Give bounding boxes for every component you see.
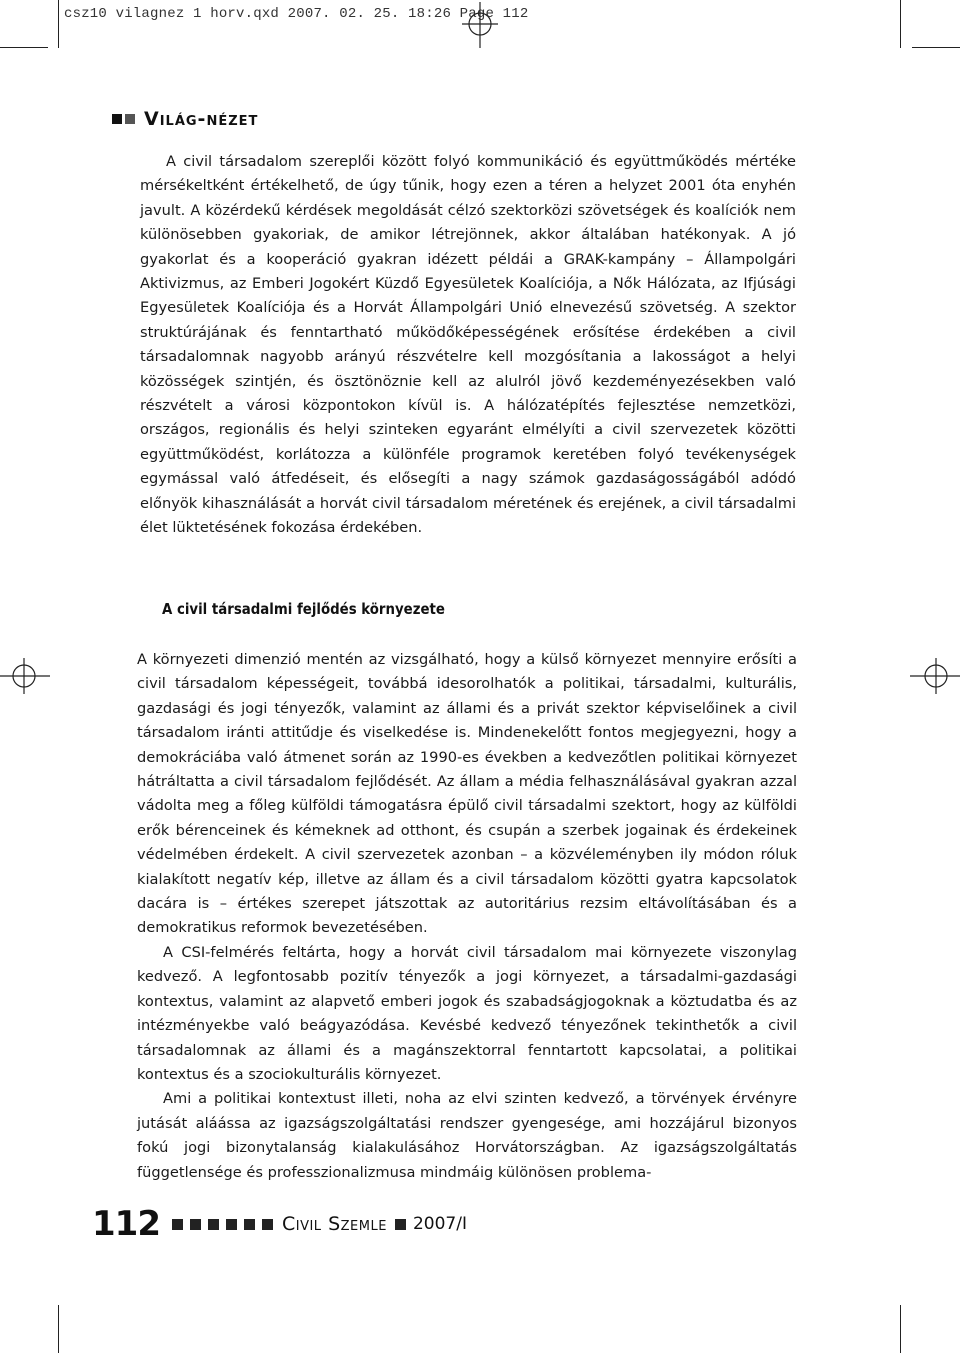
page-number: 112 <box>92 1204 160 1244</box>
crop-mark <box>912 47 960 48</box>
body-text-1 <box>140 150 796 541</box>
paragraph: A civil társadalom szereplői között folyó kommunikáció és együttműködés mértéke mérsékeltként értékelhető, de úgy tűnik, hogy ezen a téren a helyzet 2001 óta enyhén javult. A közérdekű kérdések megoldását célzó szektorközi szövetségek és koalíciók nem különösebben gyakoriak, de amikor létrejönnek, akkor általában hatékonyak. A jó gyakorlat és a kooperáció gyakran idézett példái a GRAK-kampány – Állampolgári Aktivizmus, az Emberi Jogokért Küzdő Egyesületek Koalíciója, a Nők Hálózata, az Ifjúsági Egyesületek Koalíciója és a Horvát Állampolgári Unió elnevezésű szövetség. A szektor struktúrájának és fenntartható működőképességének erősítése érdekében a civil társadalomnak nagyobb arányú részvételre kell mozgósítania a lakosságot a helyi közösségek szintjén, és ösztönöznie kell az alulról jövő kezdeményezésekben való részvételt a városi központokon kívül is. A hálózatépítés fejlesztése nemzetközi, országos, regionális és helyi szinteken egyaránt elmélyíti a civil szervezetek közötti együttműködést, korlátozza a különféle programok keretében folyó tevékenységek egymással való átfedéseit, és elősegíti a nagy számok gazdaságosságából adódó előnyök kihasználását a horvát civil társadalom méretének és erejének, a civil társadalmi élet lüktetésének fokozása érdekében. <box>140 153 796 537</box>
registration-mark-left <box>0 652 52 700</box>
paragraph: A környezeti dimenzió mentén az vizsgálható, hogy a külső környezet mennyire erősíti a civil társadalom képességeit, továbbá idesorolhatók a politikai, társadalmi, kulturális, gazdasági és jogi tényezők, valamint az állami és a privát szektor képviselőinek a civil társadalom iránti attitűdje és viselkedése is. Mindenekelőtt fontos megjegyezni, hogy a demokráciába való átmenet során az 1990-es években a kedvezőtlen politikai környezet hátráltatta a civil társadalom fejlődését. Az állam a média felhasználásával gyakran azzal vádolta meg a főleg külföldi támogatásra épülő civil társadalmi szektort, hogy az külföldi erők bérenceinek és kémeknek ad otthont, és csupán a szerbek jogainak és érdekeinek védelmében érdekelt. A civil szervezetek azonban – a közvéleményben ily módon róluk kialakított negatív kép, illetve az állam és a civil társadalom közötti gyatra kapcsolatok dacára is – értékes szerepet játszottak az autoritárius rezsim eltávolításában és a demokratikus reformok bevezetésében. <box>137 651 797 937</box>
crop-mark <box>0 47 48 48</box>
body-text-2 <box>137 648 797 1185</box>
crop-mark <box>58 0 59 48</box>
square-bullet-icon <box>112 114 122 124</box>
section-heading <box>112 108 258 130</box>
paragraph: A CSI-felmérés feltárta, hogy a horvát civil társadalom mai környezete viszonylag kedvező. A legfontosabb pozitív tényezők a jogi környezet, a társadalmi-gazdasági kontextus, valamint az alapvető emberi jogok és szabadságjogoknak a köztudatba és az intézményekbe való beágyazódása. Kevésbé kedvező tényezőnek tekinthetők a civil társadalomnak az állami és a magánszektorral fenntartott kapcsolatai, a politikai kontextus és a szociokulturális környezet. <box>137 943 797 1083</box>
slug-line: csz10 vilagnez 1 horv.qxd 2007. 02. 25. 18:26 Page 112 <box>64 6 529 22</box>
page-footer <box>92 1204 467 1244</box>
issue-number: 2007/I <box>412 1214 467 1234</box>
square-bullet-icon <box>190 1219 201 1230</box>
subheading: A civil társadalmi fejlődés környezete <box>162 600 445 618</box>
crop-mark <box>900 0 901 48</box>
square-bullet-icon <box>208 1219 219 1230</box>
paragraph: Ami a politikai kontextust illeti, noha az elvi szinten kedvező, a törvények érvényre jutását aláássa az igazságszolgáltatási rendszer gyengesége, ami hozzájárul bizonyos fokú jogi bizonytalanság kialakulásához Horvátországban. Az igazságszolgáltatás függetlensége és professzionalizmusa mindmáig különösen problema- <box>137 1090 797 1181</box>
section-title: Világ-nézet <box>144 108 259 130</box>
square-bullet-icon <box>125 114 135 124</box>
square-bullet-icon <box>244 1219 255 1230</box>
crop-mark <box>900 1305 901 1353</box>
registration-mark-top <box>456 2 504 50</box>
square-bullet-icon <box>226 1219 237 1230</box>
crop-mark <box>58 1305 59 1353</box>
square-bullet-icon <box>395 1219 406 1230</box>
registration-mark-right <box>908 652 960 700</box>
square-bullet-icon <box>262 1219 273 1230</box>
square-bullet-icon <box>172 1219 183 1230</box>
journal-title: Civil Szemle <box>281 1213 387 1235</box>
